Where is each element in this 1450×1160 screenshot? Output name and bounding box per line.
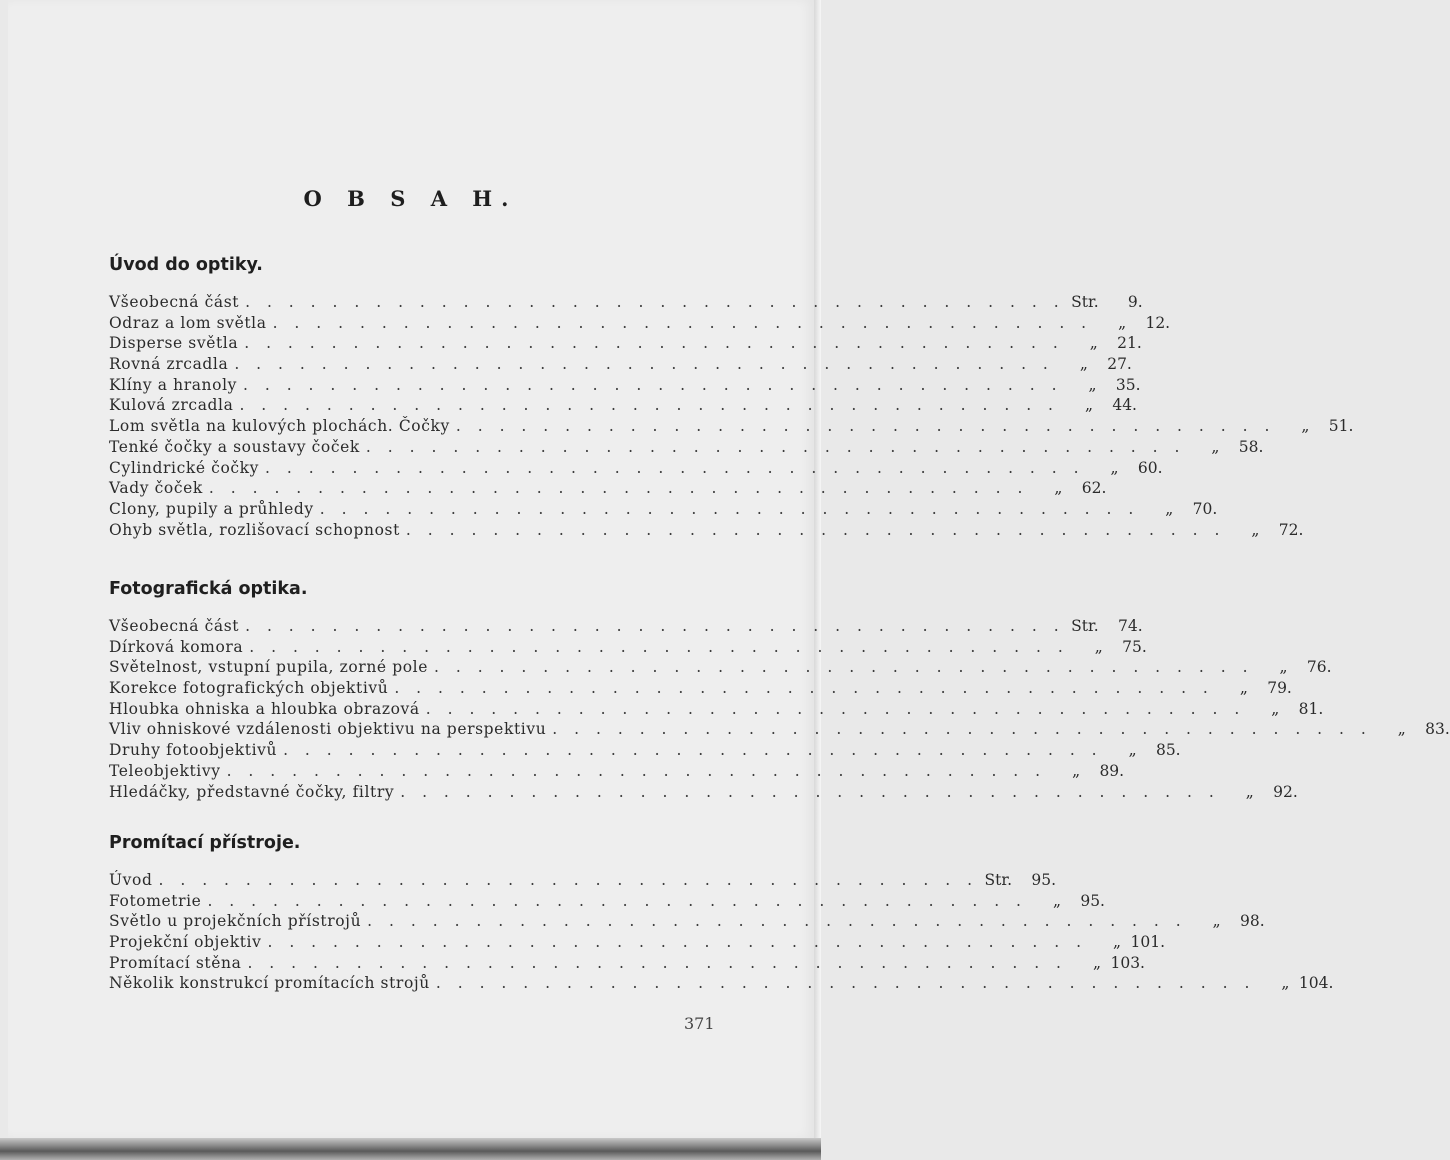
toc-entry-page-prefix: „ [1279, 658, 1288, 677]
toc-entry-title: Světlo u projekčních přístrojů [109, 912, 362, 931]
toc-entry-page-prefix: „ [1110, 458, 1119, 477]
toc-entry-page-prefix: „ [1245, 782, 1254, 801]
toc-entry-page: 92. [1273, 782, 1298, 801]
dot-leader: . . . . . . . . . . . . . . . . . . . . . . . . . . . . . . . . . . . . . . [239, 396, 1059, 415]
toc-entry [109, 520, 1304, 541]
toc-entry-title: Druhy fotoobjektivů [109, 741, 278, 760]
toc-entry-page-prefix: „ [1112, 933, 1121, 952]
toc-entry-page: 12. [1145, 313, 1171, 332]
toc-entry-page-prefix: „ [1054, 479, 1063, 498]
toc-entry-page: 95. [1080, 891, 1105, 910]
dot-leader: . . . . . . . . . . . . . . . . . . . . . . . . . . . . . . . . . . . . . . [367, 912, 1187, 931]
toc-entry [109, 616, 1143, 637]
toc-entry-page-prefix: „ [1301, 417, 1310, 436]
toc-entry [109, 719, 1450, 740]
toc-entry-page-prefix: „ [1397, 720, 1406, 739]
toc-entry-title: Rovná zrcadla [109, 355, 229, 374]
dot-leader: . . . . . . . . . . . . . . . . . . . . . . . . . . . . . . . . . . . . . . [365, 437, 1186, 456]
toc-entry-page-prefix: „ [1251, 520, 1260, 539]
book-spine-edge [0, 1138, 821, 1160]
toc-entry-page: 72. [1278, 520, 1304, 539]
toc-entry-page: 104. [1298, 974, 1334, 993]
toc-entry-page: 35. [1115, 375, 1141, 394]
toc-entry [109, 437, 1264, 458]
toc-entry [109, 333, 1142, 354]
section-heading: Fotografická optika. [109, 579, 308, 599]
toc-entry [109, 973, 1334, 994]
dot-leader: . . . . . . . . . . . . . . . . . . . . . . . . . . . . . . . . . . . . . . [245, 617, 1065, 635]
toc-entry-title: Kulová zrcadla [109, 396, 234, 415]
toc-entry-page-prefix: „ [1088, 375, 1097, 394]
toc-entry-page: 70. [1192, 499, 1218, 518]
dot-leader: . . . . . . . . . . . . . . . . . . . . . . . . . . . . . . . . . . . . . . [455, 417, 1276, 436]
toc-entry-title: Disperse světla [109, 334, 239, 353]
toc-entry-title: Clony, pupily a průhledy [109, 499, 314, 518]
toc-entry [109, 932, 1165, 953]
section-heading: Promítací přístroje. [109, 833, 301, 853]
dot-leader: . . . . . . . . . . . . . . . . . . . . . . . . . . . . . . . . . . . . . . [435, 974, 1256, 993]
dot-leader: . . . . . . . . . . . . . . . . . . . . . . . . . . . . . . . . . . . . . . [244, 334, 1064, 353]
toc-entry-page: 9. [1127, 293, 1143, 311]
toc-entry-page-prefix: Str. [1071, 293, 1099, 311]
toc-entry-page: 103. [1110, 953, 1145, 972]
toc-entry-page-prefix: „ [1092, 953, 1101, 972]
toc-entry-title: Vady čoček [109, 479, 203, 498]
toc-entry-page: 76. [1306, 658, 1332, 677]
dot-leader: . . . . . . . . . . . . . . . . . . . . . . . . . . . . . . . . . . . . . . [319, 499, 1140, 518]
toc-entry [109, 891, 1105, 912]
toc-entry-page: 51. [1328, 417, 1354, 436]
toc-entry-title: Několik konstrukcí promítacích strojů [109, 974, 430, 993]
toc-entry [109, 761, 1125, 782]
toc-entry-page: 95. [1031, 871, 1057, 889]
dot-leader: . . . . . . . . . . . . . . . . . . . . . . . . . . . . . . . . . . . . . . [158, 871, 979, 889]
toc-entry-page-prefix: Str. [1071, 617, 1099, 635]
dot-leader: . . . . . . . . . . . . . . . . . . . . . . . . . . . . . . . . . . . . . . [425, 699, 1246, 718]
toc-entry-page: 79. [1267, 679, 1292, 698]
toc-entry-page-prefix: „ [1211, 437, 1220, 456]
toc-entry-page-prefix: Str. [984, 871, 1013, 889]
dot-leader: . . . . . . . . . . . . . . . . . . . . . . . . . . . . . . . . . . . . . . [243, 375, 1063, 394]
toc-entry-page: 44. [1112, 396, 1137, 415]
toc-entry [109, 911, 1265, 932]
toc-entry-page: 89. [1099, 761, 1125, 780]
toc-entry [109, 458, 1163, 479]
toc-entry-page-prefix: „ [1271, 699, 1280, 718]
toc-entry-title: Dírková komora [109, 637, 244, 656]
toc-entry-title: Klíny a hranoly [109, 375, 237, 394]
toc-entry [109, 292, 1143, 313]
page-title: O B S A H. [303, 186, 518, 211]
dot-leader: . . . . . . . . . . . . . . . . . . . . . . . . . . . . . . . . . . . . . . [400, 782, 1220, 801]
dot-leader: . . . . . . . . . . . . . . . . . . . . . . . . . . . . . . . . . . . . . . [394, 679, 1214, 698]
toc-entry-title: Fotometrie [109, 891, 202, 910]
toc-entry-page: 101. [1130, 933, 1165, 952]
toc-entry-page-prefix: „ [1084, 396, 1093, 415]
toc-entry-title: Úvod [109, 871, 153, 889]
toc-entry-title: Všeobecná část [109, 293, 240, 311]
dot-leader: . . . . . . . . . . . . . . . . . . . . . . . . . . . . . . . . . . . . . . [208, 479, 1029, 498]
dot-leader: . . . . . . . . . . . . . . . . . . . . . . . . . . . . . . . . . . . . . . [226, 761, 1047, 780]
toc-entry [109, 354, 1132, 375]
toc-entry [109, 395, 1137, 416]
toc-entry-page: 83. [1425, 720, 1450, 739]
toc-entry-page-prefix: „ [1094, 637, 1103, 656]
toc-entry-title: Projekční objektiv [109, 933, 262, 952]
toc-entry-page-prefix: „ [1212, 912, 1221, 931]
toc-entry-page-prefix: „ [1052, 891, 1061, 910]
toc-entry-page: 60. [1137, 458, 1163, 477]
toc-entry-page: 21. [1117, 334, 1142, 353]
toc-section-projectors [109, 828, 1334, 994]
toc-entry-title: Světelnost, vstupní pupila, zorné pole [109, 658, 428, 677]
toc-entry-title: Tenké čočky a soustavy čoček [109, 437, 360, 456]
toc-entry [109, 782, 1298, 803]
toc-section-optics [109, 250, 1354, 540]
toc-entry-page: 85. [1155, 741, 1181, 760]
toc-entry-page: 75. [1122, 637, 1147, 656]
dot-leader: . . . . . . . . . . . . . . . . . . . . . . . . . . . . . . . . . . . . . . [433, 658, 1254, 677]
toc-entry-title: Promítací stěna [109, 953, 242, 972]
dot-leader: . . . . . . . . . . . . . . . . . . . . . . . . . . . . . . . . . . . . . . [272, 313, 1093, 332]
toc-entry-page: 27. [1107, 355, 1132, 374]
dot-leader: . . . . . . . . . . . . . . . . . . . . . . . . . . . . . . . . . . . . . . [247, 953, 1067, 972]
toc-entry [109, 678, 1292, 699]
toc-entry-page: 74. [1117, 617, 1143, 635]
toc-entry [109, 870, 1057, 891]
toc-entry-page-prefix: „ [1128, 741, 1137, 760]
dot-leader: . . . . . . . . . . . . . . . . . . . . . . . . . . . . . . . . . . . . . . [265, 458, 1085, 477]
toc-entry-page: 81. [1298, 699, 1324, 718]
page-number: 371 [684, 1014, 715, 1033]
toc-entry [109, 699, 1324, 720]
dot-leader: . . . . . . . . . . . . . . . . . . . . . . . . . . . . . . . . . . . . . . [249, 637, 1069, 656]
section-heading: Úvod do optiky. [109, 255, 263, 275]
toc-entry-page-prefix: „ [1165, 499, 1174, 518]
toc-entry-page-prefix: „ [1118, 313, 1127, 332]
dot-leader: . . . . . . . . . . . . . . . . . . . . . . . . . . . . . . . . . . . . . . [245, 293, 1065, 311]
toc-entry-title: Lom světla na kulových plochách. Čočky [109, 417, 450, 436]
toc-entry [109, 953, 1145, 974]
toc-entry-title: Hledáčky, představné čočky, filtry [109, 782, 395, 801]
dot-leader: . . . . . . . . . . . . . . . . . . . . . . . . . . . . . . . . . . . . . . [283, 741, 1103, 760]
toc-entry-page: 58. [1238, 437, 1264, 456]
dot-leader: . . . . . . . . . . . . . . . . . . . . . . . . . . . . . . . . . . . . . . [267, 933, 1087, 952]
dot-leader: . . . . . . . . . . . . . . . . . . . . . . . . . . . . . . . . . . . . . . [207, 891, 1027, 910]
toc-entry [109, 657, 1332, 678]
toc-entry-title: Teleobjektivy [109, 761, 221, 780]
dot-leader: . . . . . . . . . . . . . . . . . . . . . . . . . . . . . . . . . . . . . . [405, 520, 1226, 539]
toc-entry-page: 98. [1240, 912, 1265, 931]
toc-entry-page-prefix: „ [1239, 679, 1248, 698]
toc-entry [109, 416, 1354, 437]
toc-entry [109, 637, 1147, 658]
toc-entry-title: Vliv ohniskové vzdálenosti objektivu na perspektivu [109, 720, 547, 739]
toc-entry-page-prefix: „ [1281, 974, 1290, 993]
dot-leader: . . . . . . . . . . . . . . . . . . . . . . . . . . . . . . . . . . . . . . [552, 720, 1372, 739]
toc-entry [109, 313, 1171, 334]
toc-entry [109, 740, 1181, 761]
toc-entry-page-prefix: „ [1089, 334, 1098, 353]
toc-entry-title: Odraz a lom světla [109, 313, 267, 332]
toc-entry-page-prefix: „ [1072, 761, 1081, 780]
toc-entry-title: Korekce fotografických objektivů [109, 679, 389, 698]
toc-entry [109, 499, 1218, 520]
toc-entry-title: Cylindrické čočky [109, 458, 260, 477]
toc-entry-title: Všeobecná část [109, 617, 240, 635]
toc-entry-title: Hloubka ohniska a hloubka obrazová [109, 699, 420, 718]
toc-entry [109, 375, 1141, 396]
toc-entry-page-prefix: „ [1079, 355, 1088, 374]
dot-leader: . . . . . . . . . . . . . . . . . . . . . . . . . . . . . . . . . . . . . . [234, 355, 1054, 374]
toc-section-photographic-optics [109, 574, 1450, 802]
toc-entry [109, 478, 1107, 499]
toc-entry-page: 62. [1081, 479, 1107, 498]
toc-entry-title: Ohyb světla, rozlišovací schopnost [109, 520, 400, 539]
